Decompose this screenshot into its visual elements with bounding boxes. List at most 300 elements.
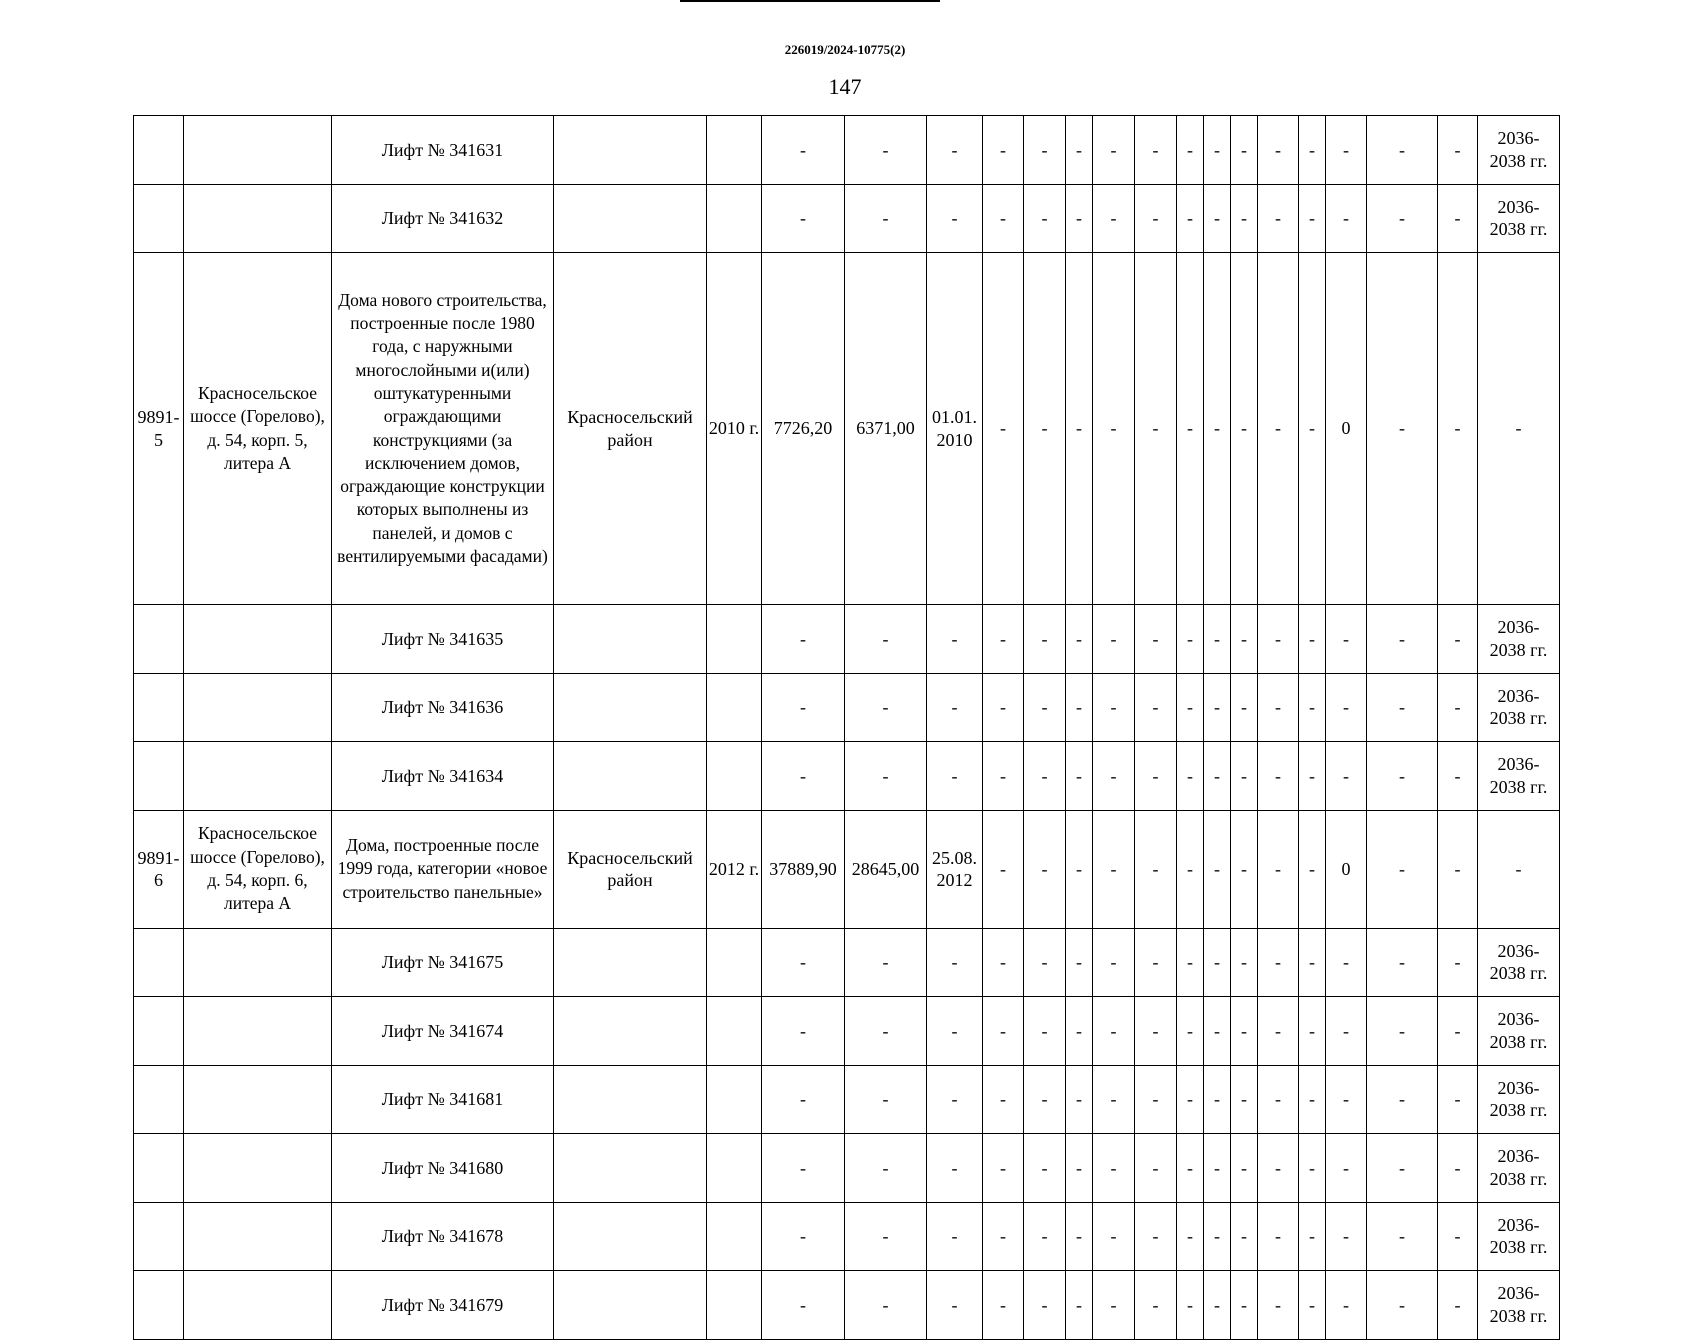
dash-cell: -: [1024, 997, 1066, 1066]
dash-cell: -: [1204, 810, 1231, 928]
empty-district: [554, 1271, 707, 1340]
dash-cell: -: [1024, 1065, 1066, 1134]
zero-value: 0: [1326, 810, 1367, 928]
dash-cell: -: [1326, 997, 1367, 1066]
dash-cell: -: [1258, 742, 1299, 811]
dash-cell: -: [1231, 1271, 1258, 1340]
dash-cell: -: [983, 116, 1024, 185]
dash-cell: -: [1299, 1271, 1326, 1340]
dash-cell: -: [1438, 1134, 1478, 1203]
dash-cell: -: [1326, 1271, 1367, 1340]
dash-cell: -: [1326, 1065, 1367, 1134]
house-address: Красносельское шоссе (Горелово), д. 54, корп. 6, литера А: [184, 810, 332, 928]
lift-label: Лифт № 341674: [332, 997, 554, 1066]
dash-cell: -: [1204, 1134, 1231, 1203]
build-year: 2012 г.: [707, 810, 762, 928]
page-number: 147: [828, 74, 862, 99]
dash-cell: -: [1258, 997, 1299, 1066]
empty-year: [707, 116, 762, 185]
lift-row: [134, 605, 1560, 674]
dash-cell: -: [927, 184, 983, 253]
dash-cell: -: [1326, 673, 1367, 742]
dash-cell: -: [983, 1271, 1024, 1340]
dash-cell: -: [1135, 1202, 1177, 1271]
lift-row: [134, 742, 1560, 811]
dash-cell: -: [1135, 116, 1177, 185]
dash-cell: -: [1326, 605, 1367, 674]
housing-table: [133, 115, 1560, 1340]
dash-cell: -: [1367, 1202, 1438, 1271]
dash-cell: -: [1093, 1202, 1135, 1271]
dash-cell: -: [1367, 1271, 1438, 1340]
dash-cell: -: [1177, 810, 1204, 928]
lift-row: [134, 928, 1560, 997]
empty-year: [707, 605, 762, 674]
dash-cell: -: [1024, 810, 1066, 928]
empty-district: [554, 928, 707, 997]
dash-cell: -: [1093, 997, 1135, 1066]
dash-cell: -: [983, 810, 1024, 928]
house-number: 9891- 6: [134, 810, 184, 928]
dash-cell: -: [1024, 1202, 1066, 1271]
living-area: 28645,00: [845, 810, 927, 928]
dash-cell: -: [1066, 928, 1093, 997]
dash-cell: -: [1177, 1134, 1204, 1203]
lift-row: [134, 184, 1560, 253]
empty-year: [707, 1271, 762, 1340]
lift-label: Лифт № 341632: [332, 184, 554, 253]
dash-cell: -: [1204, 605, 1231, 674]
dash-cell: -: [1438, 1065, 1478, 1134]
empty-number: [134, 742, 184, 811]
empty-district: [554, 1134, 707, 1203]
dash-cell: -: [1231, 742, 1258, 811]
empty-number: [134, 116, 184, 185]
dash-cell: -: [1135, 928, 1177, 997]
dash-cell: -: [1204, 1271, 1231, 1340]
dash-cell: -: [1258, 605, 1299, 674]
lift-label: Лифт № 341675: [332, 928, 554, 997]
dash-cell: -: [1177, 605, 1204, 674]
dash-cell: -: [1299, 928, 1326, 997]
dash-cell: -: [845, 928, 927, 997]
dash-cell: -: [1204, 1202, 1231, 1271]
dash-cell: -: [1367, 1065, 1438, 1134]
dash-cell: -: [983, 253, 1024, 605]
dash-cell: -: [1135, 605, 1177, 674]
build-year: 2010 г.: [707, 253, 762, 605]
dash-cell: -: [1438, 810, 1478, 928]
lift-row: [134, 1134, 1560, 1203]
period-overhaul: -: [1478, 810, 1560, 928]
dash-cell: -: [1177, 253, 1204, 605]
dash-cell: -: [1066, 1134, 1093, 1203]
dash-cell: -: [1299, 1202, 1326, 1271]
empty-district: [554, 1202, 707, 1271]
dash-cell: -: [1299, 605, 1326, 674]
house-description: Дома нового строительства, построенные после 1980 года, с наружными многослойными и(или) оштукатуренными ограждающими конструкциями (за исключением домов, ограждающие конструкции которых выполнены из панелей, и домов с вентилируемыми фасадами): [332, 253, 554, 605]
dash-cell: -: [1231, 673, 1258, 742]
dash-cell: -: [927, 997, 983, 1066]
commission-date: 25.08. 2012: [927, 810, 983, 928]
dash-cell: -: [845, 116, 927, 185]
dash-cell: -: [1231, 116, 1258, 185]
dash-cell: -: [845, 1065, 927, 1134]
empty-district: [554, 116, 707, 185]
dash-cell: -: [927, 1271, 983, 1340]
dash-cell: -: [1024, 184, 1066, 253]
empty-year: [707, 673, 762, 742]
dash-cell: -: [1367, 742, 1438, 811]
dash-cell: -: [1204, 184, 1231, 253]
lift-label: Лифт № 341635: [332, 605, 554, 674]
dash-cell: -: [1438, 253, 1478, 605]
dash-cell: -: [983, 184, 1024, 253]
dash-cell: -: [762, 1065, 845, 1134]
dash-cell: -: [762, 605, 845, 674]
dash-cell: -: [983, 1202, 1024, 1271]
dash-cell: -: [1231, 253, 1258, 605]
dash-cell: -: [1438, 1202, 1478, 1271]
dash-cell: -: [1258, 1271, 1299, 1340]
dash-cell: -: [1066, 810, 1093, 928]
dash-cell: -: [1093, 1271, 1135, 1340]
empty-address: [184, 1134, 332, 1203]
dash-cell: -: [1367, 1134, 1438, 1203]
lift-label: Лифт № 341679: [332, 1271, 554, 1340]
dash-cell: -: [1231, 184, 1258, 253]
lift-label: Лифт № 341634: [332, 742, 554, 811]
empty-address: [184, 1202, 332, 1271]
dash-cell: -: [1177, 1202, 1204, 1271]
dash-cell: -: [1258, 1065, 1299, 1134]
lift-row: [134, 673, 1560, 742]
empty-address: [184, 1065, 332, 1134]
period-overhaul: 2036- 2038 гг.: [1478, 1065, 1560, 1134]
lift-label: Лифт № 341631: [332, 116, 554, 185]
dash-cell: -: [1367, 928, 1438, 997]
dash-cell: -: [1326, 1134, 1367, 1203]
dash-cell: -: [1024, 928, 1066, 997]
dash-cell: -: [983, 1134, 1024, 1203]
dash-cell: -: [1177, 928, 1204, 997]
dash-cell: -: [1299, 184, 1326, 253]
dash-cell: -: [1258, 1134, 1299, 1203]
dash-cell: -: [1066, 253, 1093, 605]
lift-row: [134, 997, 1560, 1066]
dash-cell: -: [1066, 1065, 1093, 1134]
dash-cell: -: [927, 1202, 983, 1271]
empty-number: [134, 1065, 184, 1134]
period-overhaul: 2036- 2038 гг.: [1478, 184, 1560, 253]
dash-cell: -: [1093, 605, 1135, 674]
lift-row: [134, 1065, 1560, 1134]
district: Красносельский район: [554, 810, 707, 928]
dash-cell: -: [1367, 810, 1438, 928]
dash-cell: -: [983, 605, 1024, 674]
dash-cell: -: [1258, 184, 1299, 253]
lift-label: Лифт № 341680: [332, 1134, 554, 1203]
dash-cell: -: [1093, 928, 1135, 997]
dash-cell: -: [983, 997, 1024, 1066]
empty-address: [184, 928, 332, 997]
dash-cell: -: [845, 184, 927, 253]
dash-cell: -: [1204, 742, 1231, 811]
dash-cell: -: [1204, 1065, 1231, 1134]
dash-cell: -: [1066, 997, 1093, 1066]
dash-cell: -: [1258, 253, 1299, 605]
dash-cell: -: [762, 1271, 845, 1340]
empty-number: [134, 997, 184, 1066]
dash-cell: -: [1204, 997, 1231, 1066]
period-overhaul: 2036- 2038 гг.: [1478, 1134, 1560, 1203]
dash-cell: -: [983, 673, 1024, 742]
period-overhaul: 2036- 2038 гг.: [1478, 1271, 1560, 1340]
dash-cell: -: [1024, 605, 1066, 674]
dash-cell: -: [1024, 742, 1066, 811]
dash-cell: -: [1299, 673, 1326, 742]
dash-cell: -: [983, 742, 1024, 811]
dash-cell: -: [1299, 810, 1326, 928]
dash-cell: -: [762, 116, 845, 185]
lift-row: [134, 116, 1560, 185]
dash-cell: -: [1093, 810, 1135, 928]
table-body: [134, 116, 1560, 1340]
dash-cell: -: [762, 997, 845, 1066]
dash-cell: -: [845, 673, 927, 742]
dash-cell: -: [1367, 673, 1438, 742]
dash-cell: -: [927, 1065, 983, 1134]
dash-cell: -: [1258, 116, 1299, 185]
dash-cell: -: [1367, 253, 1438, 605]
empty-year: [707, 742, 762, 811]
dash-cell: -: [1177, 116, 1204, 185]
dash-cell: -: [927, 116, 983, 185]
dash-cell: -: [1177, 742, 1204, 811]
empty-year: [707, 997, 762, 1066]
dash-cell: -: [1299, 1134, 1326, 1203]
house-row: [134, 810, 1560, 928]
dash-cell: -: [927, 673, 983, 742]
dash-cell: -: [927, 605, 983, 674]
empty-year: [707, 928, 762, 997]
dash-cell: -: [1231, 1065, 1258, 1134]
dash-cell: -: [845, 1271, 927, 1340]
empty-year: [707, 1065, 762, 1134]
house-number: 9891- 5: [134, 253, 184, 605]
dash-cell: -: [927, 1134, 983, 1203]
dash-cell: -: [1024, 116, 1066, 185]
dash-cell: -: [1177, 1065, 1204, 1134]
lift-row: [134, 1202, 1560, 1271]
dash-cell: -: [1093, 742, 1135, 811]
dash-cell: -: [1024, 253, 1066, 605]
commission-date: 01.01. 2010: [927, 253, 983, 605]
dash-cell: -: [1438, 928, 1478, 997]
dash-cell: -: [1258, 673, 1299, 742]
dash-cell: -: [1258, 810, 1299, 928]
empty-district: [554, 997, 707, 1066]
period-overhaul: 2036- 2038 гг.: [1478, 116, 1560, 185]
empty-number: [134, 928, 184, 997]
period-overhaul: 2036- 2038 гг.: [1478, 605, 1560, 674]
dash-cell: -: [1204, 253, 1231, 605]
dash-cell: -: [927, 742, 983, 811]
total-area: 7726,20: [762, 253, 845, 605]
scan-artifact-line: [680, 0, 940, 2]
dash-cell: -: [1258, 1202, 1299, 1271]
empty-address: [184, 997, 332, 1066]
empty-district: [554, 605, 707, 674]
dash-cell: -: [1258, 928, 1299, 997]
dash-cell: -: [1093, 184, 1135, 253]
dash-cell: -: [1438, 673, 1478, 742]
dash-cell: -: [1177, 184, 1204, 253]
dash-cell: -: [1093, 116, 1135, 185]
zero-value: 0: [1326, 253, 1367, 605]
dash-cell: -: [762, 184, 845, 253]
dash-cell: -: [1299, 1065, 1326, 1134]
dash-cell: -: [762, 673, 845, 742]
empty-number: [134, 1271, 184, 1340]
dash-cell: -: [1066, 1271, 1093, 1340]
dash-cell: -: [1024, 673, 1066, 742]
dash-cell: -: [1066, 116, 1093, 185]
dash-cell: -: [1299, 742, 1326, 811]
dash-cell: -: [1066, 1202, 1093, 1271]
dash-cell: -: [845, 997, 927, 1066]
dash-cell: -: [845, 1202, 927, 1271]
dash-cell: -: [1135, 997, 1177, 1066]
dash-cell: -: [1438, 997, 1478, 1066]
dash-cell: -: [1299, 116, 1326, 185]
dash-cell: -: [1367, 997, 1438, 1066]
dash-cell: -: [1024, 1134, 1066, 1203]
empty-year: [707, 1134, 762, 1203]
dash-cell: -: [1177, 1271, 1204, 1340]
dash-cell: -: [1024, 1271, 1066, 1340]
dash-cell: -: [1135, 810, 1177, 928]
dash-cell: -: [1066, 605, 1093, 674]
living-area: 6371,00: [845, 253, 927, 605]
dash-cell: -: [1367, 605, 1438, 674]
dash-cell: -: [1066, 742, 1093, 811]
empty-district: [554, 184, 707, 253]
lift-label: Лифт № 341681: [332, 1065, 554, 1134]
empty-year: [707, 1202, 762, 1271]
total-area: 37889,90: [762, 810, 845, 928]
dash-cell: -: [762, 1202, 845, 1271]
dash-cell: -: [1135, 184, 1177, 253]
empty-address: [184, 673, 332, 742]
period-overhaul: 2036- 2038 гг.: [1478, 997, 1560, 1066]
empty-number: [134, 673, 184, 742]
dash-cell: -: [1204, 116, 1231, 185]
empty-address: [184, 1271, 332, 1340]
dash-cell: -: [1204, 928, 1231, 997]
empty-address: [184, 742, 332, 811]
dash-cell: -: [1438, 184, 1478, 253]
empty-number: [134, 184, 184, 253]
period-overhaul: 2036- 2038 гг.: [1478, 928, 1560, 997]
period-overhaul: 2036- 2038 гг.: [1478, 1202, 1560, 1271]
dash-cell: -: [1326, 184, 1367, 253]
dash-cell: -: [983, 928, 1024, 997]
empty-address: [184, 116, 332, 185]
dash-cell: -: [1231, 1134, 1258, 1203]
dash-cell: -: [1231, 605, 1258, 674]
dash-cell: -: [762, 1134, 845, 1203]
dash-cell: -: [1093, 673, 1135, 742]
empty-number: [134, 1202, 184, 1271]
dash-cell: -: [1299, 253, 1326, 605]
dash-cell: -: [1177, 673, 1204, 742]
dash-cell: -: [1231, 928, 1258, 997]
period-overhaul: 2036- 2038 гг.: [1478, 742, 1560, 811]
empty-district: [554, 1065, 707, 1134]
dash-cell: -: [1135, 1271, 1177, 1340]
dash-cell: -: [1326, 1202, 1367, 1271]
dash-cell: -: [1438, 605, 1478, 674]
empty-district: [554, 742, 707, 811]
dash-cell: -: [1066, 184, 1093, 253]
dash-cell: -: [762, 928, 845, 997]
empty-address: [184, 184, 332, 253]
dash-cell: -: [1135, 673, 1177, 742]
lift-row: [134, 1271, 1560, 1340]
empty-address: [184, 605, 332, 674]
dash-cell: -: [1135, 742, 1177, 811]
house-description: Дома, построенные после 1999 года, категории «новое строительство панельные»: [332, 810, 554, 928]
empty-number: [134, 605, 184, 674]
dash-cell: -: [927, 928, 983, 997]
dash-cell: -: [1135, 1134, 1177, 1203]
dash-cell: -: [845, 605, 927, 674]
dash-cell: -: [1367, 184, 1438, 253]
dash-cell: -: [1093, 1134, 1135, 1203]
dash-cell: -: [845, 1134, 927, 1203]
dash-cell: -: [1135, 1065, 1177, 1134]
empty-district: [554, 673, 707, 742]
dash-cell: -: [1231, 1202, 1258, 1271]
dash-cell: -: [1066, 673, 1093, 742]
empty-year: [707, 184, 762, 253]
document-id: 226019/2024-10775(2): [784, 42, 906, 57]
dash-cell: -: [1135, 253, 1177, 605]
dash-cell: -: [1438, 742, 1478, 811]
dash-cell: -: [1438, 1271, 1478, 1340]
dash-cell: -: [762, 742, 845, 811]
period-overhaul: 2036- 2038 гг.: [1478, 673, 1560, 742]
dash-cell: -: [1093, 253, 1135, 605]
empty-number: [134, 1134, 184, 1203]
period-overhaul: -: [1478, 253, 1560, 605]
dash-cell: -: [1231, 997, 1258, 1066]
lift-label: Лифт № 341678: [332, 1202, 554, 1271]
dash-cell: -: [983, 1065, 1024, 1134]
dash-cell: -: [1326, 742, 1367, 811]
dash-cell: -: [1299, 997, 1326, 1066]
dash-cell: -: [1204, 673, 1231, 742]
dash-cell: -: [1326, 116, 1367, 185]
house-row: [134, 253, 1560, 605]
lift-label: Лифт № 341636: [332, 673, 554, 742]
house-address: Красносельское шоссе (Горелово), д. 54, корп. 5, литера А: [184, 253, 332, 605]
dash-cell: -: [1231, 810, 1258, 928]
dash-cell: -: [1093, 1065, 1135, 1134]
dash-cell: -: [1177, 997, 1204, 1066]
dash-cell: -: [1367, 116, 1438, 185]
